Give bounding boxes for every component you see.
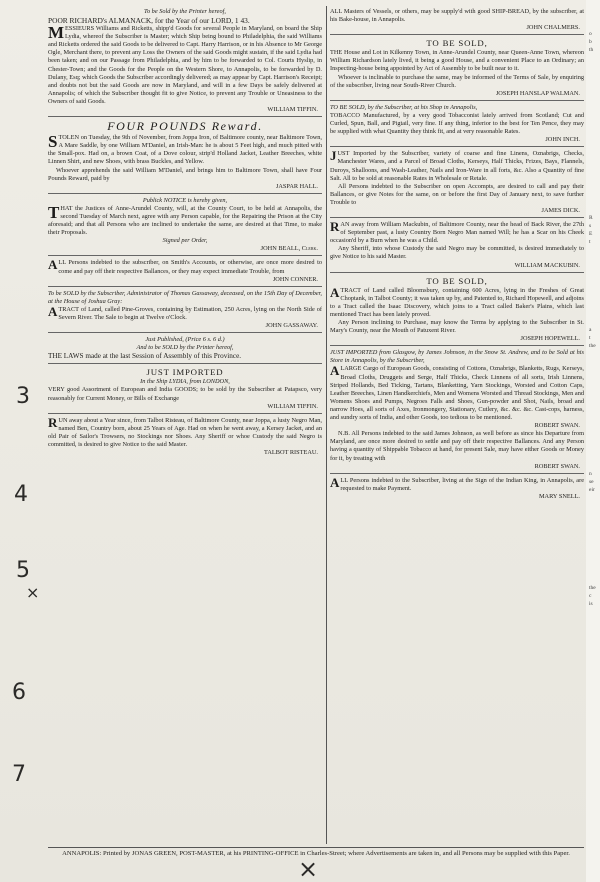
- dick-body-2: All Persons indebted to the Subscriber on open Accompts, are desired to call and pay their Ballances, or give Notes for the same, on or before the first Day of January next, to save further Trouble to: [330, 182, 584, 206]
- conner-advert: [48, 259, 322, 286]
- laws-published: Just Published, (Price 6 s. 6 d.): [145, 336, 225, 344]
- hopewell-dropcap: A: [330, 284, 340, 300]
- reward-body-2: Whoever apprehends the said William M'Daniel, and brings him to Baltimore Town, shall have Four Pounds Reward, paid by: [48, 166, 322, 182]
- gassaway-signature: JOHN GASSAWAY.: [265, 322, 318, 330]
- hopewell-title: TO BE SOLD,: [426, 275, 488, 286]
- dick-signature: JAMES DICK.: [541, 206, 580, 214]
- runaway-dropcap: R: [48, 414, 58, 430]
- gassaway-advert: [48, 290, 322, 333]
- almanack-body: ESSIEURS Williams and Ricketts, shipp'd Goods for several People in Maryland, on board the Ship Lydia, whereof the Subscriber is Master; which Ship being bound to Philadelphia, the said Williams and Ricketts ordered the said Goods to be delivered to Capt. Harry Harrison, or in his Absence to Mr George Ogle, Merchant there, to prevent any Loss the Owners of the said Goods might sustain, if the said Lydia had been taken; and on our Passage from Philadelphia, and by him to be forwarded to Col. Courts Hyslip, in Chester-Town; and the Goods for the People on the Western Shore, to Annapolis, to be forwarded by D. Dulany, Esq; which Goods the Subscriber accordingly delivered; as may appear by Capt. Harrison's Receipt; and doubts not but the said Goods are now in Maryland, and will in a few Days be safely delivered at Annapolis; of which the Subscriber thought fit to give Notice, to prevent any Trouble or Uneasiness to the Owners of said Goods.: [48, 25, 322, 105]
- dick-dropcap: J: [330, 148, 337, 164]
- almanack-advert: [48, 8, 322, 117]
- left-column: [48, 8, 322, 462]
- hopewell-body-2: Any Person inclining to Purchase, may know the Terms by applying to the Subscriber in St. Mary's County, near the Mouth of Patuxent River.: [330, 319, 584, 335]
- snell-signature: MARY SNELL.: [538, 492, 580, 500]
- kilkenny-title: TO BE SOLD,: [426, 38, 488, 49]
- mackubin-body-2: Any Sheriff, into whose Custody the said Negro may be committed, is desired immediately to give Notice to his said Master.: [330, 245, 584, 261]
- edge-fragment: t: [589, 335, 591, 341]
- public-notice-body: HAT the Justices of Anne-Arundel County, will, at the County Court, to be held at Annapolis, the second Tuesday of March next, agree with any Person capable, for the Repairing the Prison at the City aforesaid; and that all Persons who are inclined to undertake the same, are desired at that Time, to make their Proposals.: [48, 204, 322, 237]
- edge-fragment: th: [589, 47, 594, 53]
- almanack-notice: To be Sold by the Printer hereof,: [144, 8, 226, 15]
- margin-mark-5: 5: [16, 558, 30, 583]
- conner-dropcap: A: [48, 257, 58, 273]
- reward-body: TOLEN on Tuesday, the 9th of November, from Joppa Iron, of Baltimore county, near Baltimore Town, A Mare Saddle, by one William M'Daniel, an Irish-Man: he is about 5 Feet high, and much pitted with the Small-pox. Had on, a brown Coat, of a Dove colour, strip'd Holland Jacket, Leather Breeches, white Linnen Shirt, and new Shoes, with brass Buckles, and Yellow.: [48, 134, 322, 166]
- mackubin-advert: [330, 221, 584, 273]
- kilkenny-body-2: Whoever is inclinable to purchase the same, may be informed of the Terms of Sale, by enquiring of the subscriber, living near South-River Church.: [330, 73, 584, 89]
- edge-fragment: n: [589, 471, 592, 477]
- gassaway-body: TRACT of Land, called Pine-Groves, containing by Estimation, 250 Acres, lying on the North Side of Severn River. The Sale to begin at Twelve o'Clock.: [58, 305, 322, 321]
- hopewell-signature: JOSEPH HOPEWELL.: [520, 335, 580, 343]
- runaway-signature: TALBOT RISTEAU.: [264, 449, 318, 457]
- printer-imprint: ANNAPOLIS: Printed by JONAS GREEN, POST-MASTER, at his PRINTING-OFFICE in Charles-Street; where Advertisements are taken in, and all Persons may be supplied with this Paper.: [48, 847, 584, 858]
- right-column: [330, 8, 584, 506]
- tobacco-lead: TO BE SOLD, by the Subscriber, at his Shop in Annapolis,: [330, 103, 478, 111]
- mackubin-dropcap: R: [330, 219, 340, 235]
- public-notice-signed: Signed per Order,: [162, 237, 208, 245]
- reward-advert: [48, 120, 322, 194]
- adjacent-column-edge: [586, 0, 600, 882]
- imported-signature: WILLIAM TIFFIN.: [267, 402, 318, 410]
- edge-fragment: se: [589, 479, 594, 485]
- edge-fragment: is: [589, 601, 593, 607]
- tobacco-signature: JOHN INCH.: [545, 136, 580, 144]
- runaway-advert: [48, 414, 322, 459]
- gassaway-dropcap: A: [48, 303, 58, 319]
- johnson-nb: N.B. All Persons indebted to the said James Johnson, as well before as since his Departure from Maryland, are once more desired to settle and pay off their respective Ballances. And any Person having a quantity of Shippable Tobacco at hand, for present Sale, may have either Goods or Money for it, by treating with: [330, 430, 584, 462]
- biscuit-advert: [330, 8, 584, 35]
- conner-body: LL Persons indebted to the subscriber, on Smith's Accounts, or otherwise, are once more desired to come and pay off their respective Ballances, or they may expect immediate Trouble, from: [58, 259, 322, 275]
- margin-mark-cross: ×: [26, 583, 40, 602]
- laws-sold: And to be SOLD by the Printer hereof,: [136, 344, 234, 352]
- almanack-dropcap: M: [48, 23, 65, 43]
- kilkenny-advert: [330, 38, 584, 101]
- johnson-advert: [330, 349, 584, 473]
- edge-fragment: o: [589, 31, 592, 37]
- mackubin-body: AN away from William Mackubin, of Baltimore County, near the head of Back River, the 27th of September past, a lusty Country Born Negro Man named Will; he has a Scar on his Cheek occasion'd by a Burn when he was a Child.: [330, 221, 584, 245]
- public-notice-signature: JOHN BEALL, Clerk.: [260, 245, 318, 253]
- reward-title: FOUR POUNDS Reward.: [107, 119, 263, 134]
- edge-fragment: b: [589, 39, 592, 45]
- kilkenny-signature: JOSEPH HANSLAP WALMAN.: [495, 89, 580, 97]
- edge-fragment: R: [589, 215, 593, 221]
- edge-fragment: the: [589, 585, 596, 591]
- almanack-title: POOR RICHARD's ALMANACK, for the Year of our LORD, 1 43.: [48, 16, 250, 26]
- reward-signature: JASPAR HALL.: [275, 182, 318, 190]
- almanack-signature: WILLIAM TIFFIN.: [267, 106, 318, 114]
- tobacco-advert: [330, 104, 584, 147]
- laws-body: THE LAWS made at the last Session of Assembly of this Province.: [48, 352, 242, 361]
- hopewell-advert: [330, 276, 584, 347]
- tobacco-body: TOBACCO Manufactured, by a very good Tobacconist lately arrived from Scotland; Cut and Curled, Spun, Ball, and Pigtail, very fine. If any thing, inferior to the best for Ten Pence, they may be supplied with what Quantity they think fit, and at very reasonable Rates.: [330, 111, 584, 136]
- edge-fragment: a: [589, 327, 592, 333]
- imported-title: JUST IMPORTED: [146, 367, 224, 378]
- snell-advert: [330, 474, 584, 503]
- gassaway-intro: To be SOLD by the Subscriber, Administrator of Thomas Gassaway, deceased, on the 15th Day of December, at the House of Joshua Gray:: [48, 289, 322, 305]
- hopewell-body: TRACT of Land called Bloomsbury, containing 600 Acres, lying in the Freshes of Great Choptank, in Talbot County; it was taken up by, and Patented to, Richard Hopewell, and adjoins to a Tract called the Isaac Discovery, which joins to a Tract called Baker's Plains, which last mentioned Tract has been lately proved.: [330, 286, 584, 318]
- public-notice-dropcap: T: [48, 202, 60, 222]
- johnson-body: LARGE Cargo of European Goods, consisting of Cottons, Oznabrigs, Blanketts, Rugs, Kerseys, Broad Cloths, Druggets and Serge, Half Thicks, Check Linnens of all sorts, Irish Linnens, Striped Hollands, Bed Ticking, Tartans, Blanketting, Yarn Stockings, Worsted and Cotton Caps, Leather Breeches, Linen Handkerchiefs, Men and Womens Worsted and Thread Stockings, Men and Womens Shoes and Pumps, Negroes Falls and Shoes, Gun-powder and Shot, Nails, broad and narrow Hoes, all sorts of Axes, Ironmongery, Stationary, Cutlery, &c. &c. &c. Cast-cops, harness, and sundry sorts of India, and other Goods, too tedious to be mentioned.: [330, 365, 584, 422]
- margin-mark-7: 7: [12, 762, 26, 787]
- column-rule: [326, 6, 327, 844]
- public-notice-advert: [48, 197, 322, 257]
- johnson-dropcap: A: [330, 363, 340, 379]
- kilkenny-body: THE House and Lot in Kilkenny Town, in Anne-Arundel County, near Queen-Anne Town, whereon William Richardson lately lived, it being a good House, and a convenient Place to an Ordinary; an Inspecting-house being appointed by Act of Assembly to be built near to it.: [330, 49, 584, 73]
- imported-ship: In the Ship LYDIA, from LONDON,: [140, 378, 230, 386]
- dick-advert: [330, 150, 584, 218]
- johnson-signature-2: ROBERT SWAN.: [534, 462, 580, 470]
- margin-mark-6: 6: [12, 680, 26, 705]
- reward-dropcap: S: [48, 132, 58, 152]
- imported-body: VERY good Assortment of European and India GOODS; to be sold by the Subscriber at Patapsco, very reasonably for Current Money, or Bills of Exchange: [48, 386, 322, 402]
- snell-body: LL Persons indebted to the Subscriber, living at the Sign of the Indian King, in Annapolis, are requested to make Payment.: [340, 476, 584, 492]
- conner-signature: JOHN CONNER.: [272, 275, 318, 283]
- margin-mark-3: 3: [16, 384, 30, 409]
- footer-cross-mark: ×: [298, 855, 319, 882]
- margin-mark-4: 4: [14, 482, 28, 507]
- biscuit-body: ALL Masters of Vessels, or others, may be supply'd with good SHIP-BREAD, by the subscriber, at his Bake-house, in Annapolis.: [330, 8, 584, 24]
- edge-fragment: the: [589, 343, 596, 349]
- edge-fragment: c: [589, 593, 592, 599]
- edge-fragment: eir: [589, 487, 595, 493]
- johnson-signature: ROBERT SWAN.: [534, 422, 580, 430]
- biscuit-signature: JOHN CHALMERS.: [526, 24, 580, 32]
- runaway-body: UN away about a Year since, from Talbot Risteau, of Baltimore County, near Joppa, a lusty Negro Man, named Ben, Country born, about 25 Years of Age. Had on when he went away, a Kersey Jacket, and an old Pair of Sailor's Trowsers, no Stockings nor Shoes. Any Sheriff or whoe Custody the said Negro is committed, is desired to give Notice to the said Master.: [48, 416, 322, 449]
- dick-body: UST Imported by the Subscriber, variety of coarse and fine Linens, Oznabrigs, Checks, Manchester Wares, and a Parcel of Broad Cloths, Kerseys, Half Thicks, Frizes, Bays, Flannels, Duroys, Shalloons, and Wash-Leather, Nails and Iron-Ware in all forts, &c. Also a Quantity of fine Salt. All to be sold at reasonable Rates in Wholesale or Retale.: [330, 150, 584, 182]
- edge-fragment: E: [589, 231, 593, 237]
- snell-dropcap: A: [330, 474, 340, 490]
- imported-advert: [48, 367, 322, 413]
- public-notice-heading: Publick NOTICE is hereby given,: [142, 196, 228, 204]
- laws-advert: [48, 336, 322, 364]
- johnson-lead: JUST IMPORTED from Glasgow, by James Johnson, in the Snow St. Andrew, and to be Sold at his Store in Annapolis, by the Subscriber,: [330, 349, 584, 365]
- edge-fragment: s: [589, 223, 592, 229]
- edge-fragment: t: [589, 239, 591, 245]
- mackubin-signature: WILLIAM MACKUBIN.: [514, 261, 580, 269]
